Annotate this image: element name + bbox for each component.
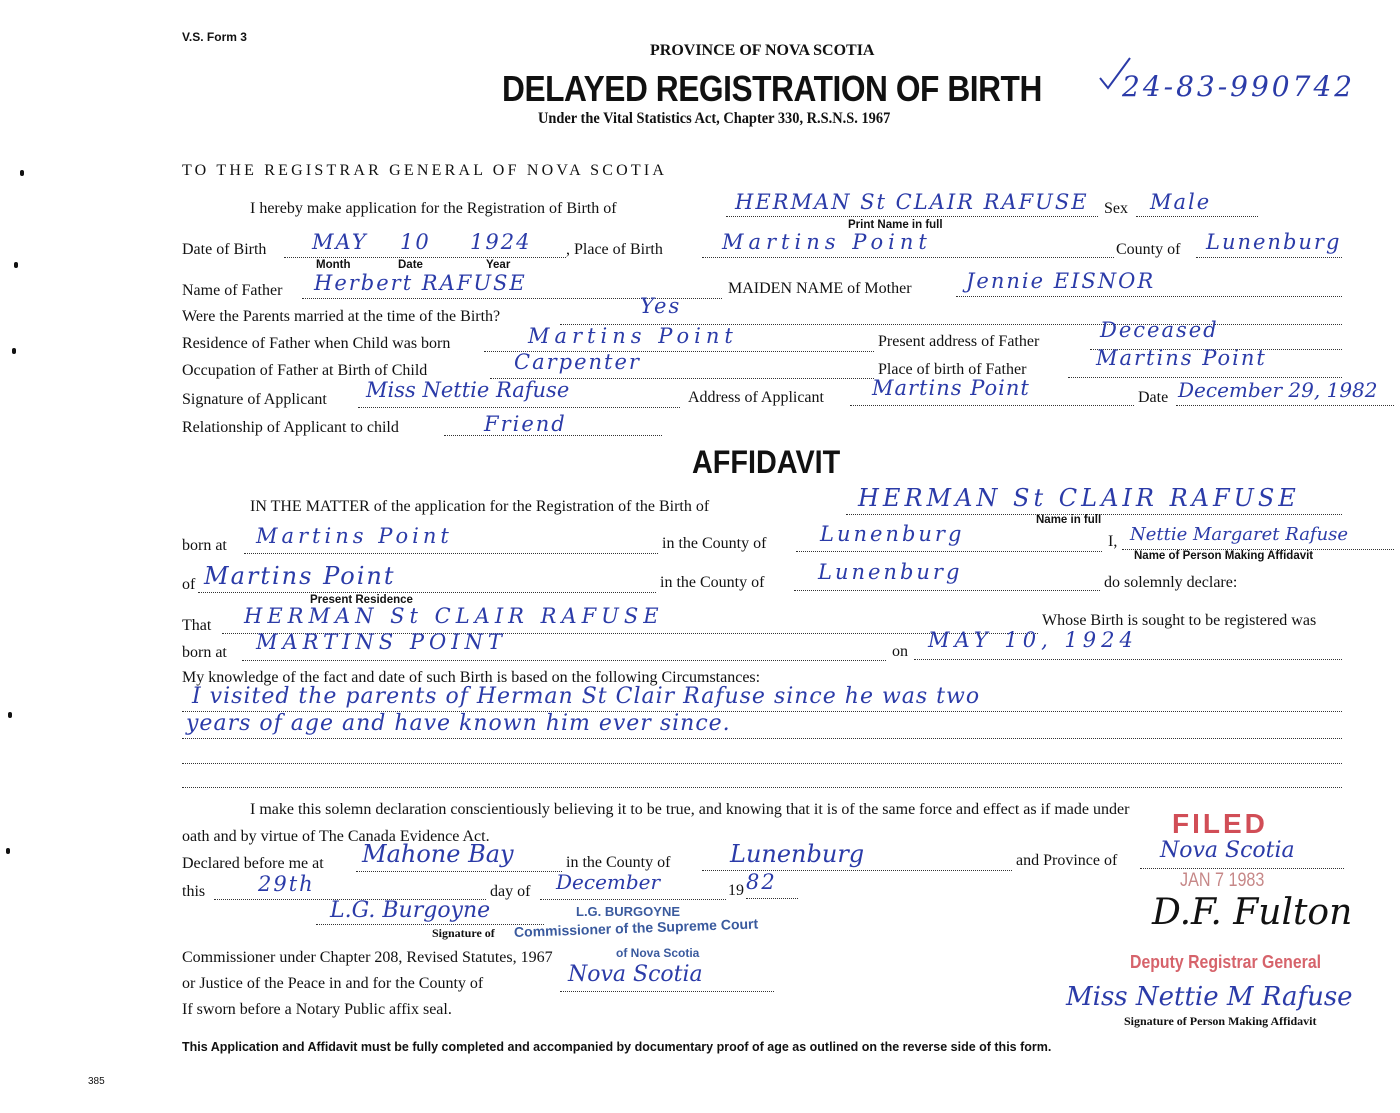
- filed-date-stamp: JAN 7 1983: [1180, 870, 1265, 891]
- declaration-line-1: I make this solemn declaration conscientiously believing it to be true, and knowing that it is of the same force and effect as if made under: [250, 801, 1130, 818]
- commissioner-signature: L.G. Burgoyne: [330, 898, 491, 923]
- matter-name: HERMAN St CLAIR RAFUSE: [858, 484, 1300, 512]
- dob-month-caption: Month: [316, 259, 351, 271]
- margin-mark: [8, 712, 12, 718]
- justice-label: or Justice of the Peace in and for the County of: [182, 975, 484, 992]
- affiant-signature-caption: Signature of Person Making Affidavit: [1124, 1014, 1317, 1028]
- filed-stamp: FILED: [1172, 808, 1268, 839]
- registration-number: 24-83-990742: [1122, 70, 1356, 103]
- matter-label: IN THE MATTER of the application for the Registration of the Birth of: [250, 498, 710, 515]
- margin-mark: [14, 262, 18, 268]
- this-value: 29th: [258, 872, 315, 896]
- on-value: MAY 10, 1924: [928, 628, 1138, 652]
- province-label: and Province of: [1016, 852, 1118, 869]
- form-code: 385: [88, 1076, 105, 1087]
- deputy-registrar-stamp: Deputy Registrar General: [1130, 952, 1322, 972]
- day-of-label: day of: [490, 883, 531, 900]
- addressee: TO THE REGISTRAR GENERAL OF NOVA SCOTIA: [182, 162, 668, 179]
- father-label: Name of Father: [182, 282, 283, 299]
- sex-value: Male: [1150, 190, 1212, 214]
- dob-date: 10: [400, 230, 431, 254]
- county-label: County of: [1116, 241, 1181, 258]
- knowledge-label: My knowledge of the fact and date of such Birth is based on the following Circumstances:: [182, 669, 761, 686]
- relationship-label: Relationship of Applicant to child: [182, 419, 399, 436]
- check-mark: [1098, 56, 1132, 92]
- of-label: of: [182, 576, 196, 593]
- commissioner-stamp-place: of Nova Scotia: [616, 946, 700, 960]
- margin-mark: [6, 848, 10, 854]
- pob-value: Martins Point: [722, 230, 932, 254]
- name-full-caption: Name in full: [1036, 514, 1102, 526]
- dob-month: MAY: [312, 230, 368, 254]
- born-at-label: born at: [182, 537, 227, 554]
- day-of-value: December: [556, 870, 661, 894]
- sex-label: Sex: [1104, 200, 1128, 217]
- dob-label: Date of Birth: [182, 241, 267, 258]
- affiant-signature: Miss Nettie M Rafuse: [1066, 982, 1353, 1012]
- notary-label: If sworn before a Notary Public affix seal.: [182, 1001, 452, 1018]
- dob-year-caption: Year: [486, 259, 511, 271]
- married-value: Yes: [640, 294, 682, 318]
- county-value-3: Lunenburg: [730, 840, 865, 868]
- occupation-value: Carpenter: [514, 350, 641, 374]
- present-address-label: Present address of Father: [878, 333, 1040, 350]
- child-name-value: HERMAN St CLAIR RAFUSE: [735, 190, 1089, 214]
- born-at-label-2: born at: [182, 644, 227, 661]
- that-value: HERMAN St CLAIR RAFUSE: [244, 604, 664, 628]
- in-county-label-3: in the County of: [566, 854, 671, 871]
- date-label: Date: [1138, 389, 1169, 406]
- father-pob-value: Martins Point: [1096, 346, 1267, 370]
- father-value: Herbert RAFUSE: [314, 271, 527, 295]
- declared-value: Mahone Bay: [362, 840, 514, 868]
- signature-label: Signature of Applicant: [182, 391, 327, 408]
- residence-father-value: Martins Point: [528, 324, 738, 348]
- applicant-address-label: Address of Applicant: [688, 389, 824, 406]
- province-heading: PROVINCE OF NOVA SCOTIA: [650, 42, 875, 59]
- year-value: 82: [746, 870, 777, 894]
- present-residence-caption: Present Residence: [310, 594, 413, 606]
- dob-date-caption: Date: [398, 259, 423, 271]
- declare-label: do solemnly declare:: [1104, 574, 1238, 591]
- affiant-caption: Name of Person Making Affidavit: [1134, 550, 1314, 562]
- occupation-label: Occupation of Father at Birth of Child: [182, 362, 428, 379]
- circumstance-line-2: years of age and have known him ever since.: [186, 711, 731, 736]
- intro-label: I hereby make application for the Registration of Birth of: [250, 200, 617, 217]
- applicant-signature: Miss Nettie Rafuse: [366, 378, 570, 402]
- born-at-value: Martins Point: [256, 524, 453, 548]
- declared-label: Declared before me at: [182, 855, 324, 872]
- whose-birth-label: Whose Birth is sought to be registered was: [1042, 612, 1317, 629]
- mother-label: MAIDEN NAME of Mother: [728, 280, 912, 297]
- applicant-address-value: Martins Point: [872, 376, 1030, 400]
- of-value: Martins Point: [204, 562, 396, 590]
- signature-of-caption: Signature of: [432, 926, 495, 940]
- year-prefix: 19: [728, 882, 744, 899]
- affidavit-heading: AFFIDAVIT: [692, 444, 841, 480]
- county-value-1: Lunenburg: [820, 522, 965, 546]
- relationship-value: Friend: [484, 412, 567, 436]
- in-county-label: in the County of: [662, 535, 767, 552]
- form-subtitle: Under the Vital Statistics Act, Chapter 330, R.S.N.S. 1967: [538, 110, 891, 127]
- married-label: Were the Parents married at the time of the Birth?: [182, 308, 501, 325]
- commissioner-stamp-title: Commissioner of the Supreme Court: [513, 915, 759, 940]
- province-value: Nova Scotia: [1160, 838, 1295, 863]
- form-id: V.S. Form 3: [182, 30, 247, 44]
- that-label: That: [182, 617, 212, 634]
- residence-father-label: Residence of Father when Child was born: [182, 335, 451, 352]
- mother-value: Jennie EISNOR: [966, 269, 1156, 293]
- born-at-value-2: MARTINS POINT: [256, 630, 507, 654]
- county-value-2: Lunenburg: [818, 560, 963, 584]
- i-label: I,: [1108, 533, 1118, 550]
- form-title: DELAYED REGISTRATION OF BIRTH: [502, 68, 1042, 109]
- margin-mark: [12, 348, 16, 354]
- date-value: December 29, 1982: [1178, 378, 1378, 402]
- name-caption: Print Name in full: [848, 219, 943, 231]
- this-label: this: [182, 883, 206, 900]
- affiant-name: Nettie Margaret Rafuse: [1130, 524, 1349, 545]
- justice-value: Nova Scotia: [568, 962, 703, 987]
- deputy-signature-text: D.F. Fulton: [1152, 892, 1353, 933]
- margin-mark: [20, 170, 24, 176]
- present-address-value: Deceased: [1100, 318, 1219, 342]
- in-county-label-2: in the County of: [660, 574, 765, 591]
- dob-year: 1924: [470, 230, 532, 254]
- commissioner-line: Commissioner under Chapter 208, Revised Statutes, 1967: [182, 949, 553, 966]
- circumstance-line-1: I visited the parents of Herman St Clair Rafuse since he was two: [192, 684, 981, 709]
- father-pob-label: Place of birth of Father: [878, 361, 1027, 378]
- footer-note: This Application and Affidavit must be fully completed and accompanied by documentary proof of age as outlined on the reverse side of this form.: [182, 1040, 1052, 1054]
- declaration-line-2: oath and by virtue of The Canada Evidence Act.: [182, 828, 490, 845]
- pob-label: , Place of Birth: [566, 241, 663, 258]
- county-value: Lunenburg: [1206, 230, 1342, 254]
- commissioner-stamp-name: L.G. BURGOYNE: [576, 904, 681, 919]
- on-label: on: [892, 643, 908, 660]
